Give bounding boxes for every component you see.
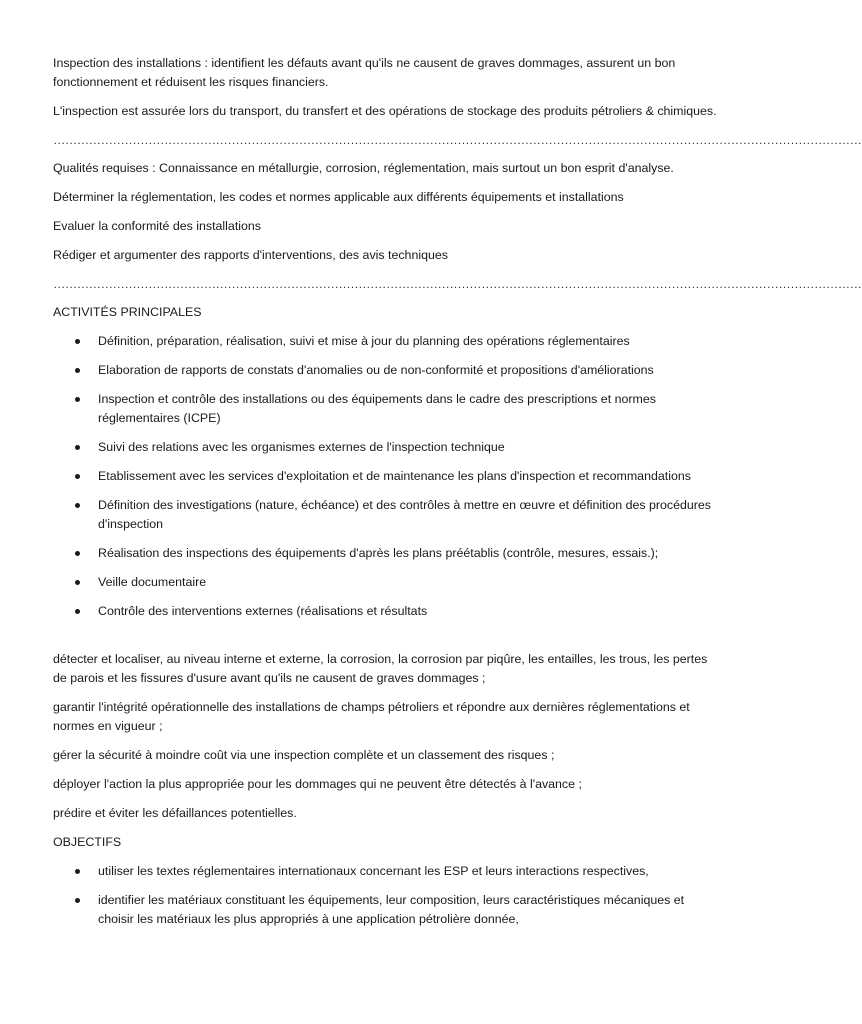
bullet-icon: [75, 898, 80, 903]
list-item-text: Veille documentaire: [98, 575, 207, 589]
intro-paragraph-2: L'inspection est assurée lors du transport, du transfert et des opérations de stockage des produits pétroliers & chimiques.: [53, 104, 717, 118]
bullet-icon: [75, 580, 80, 585]
list-item-text: utiliser les textes réglementaires internationaux concernant les ESP et leurs interactions respectives,: [98, 864, 649, 878]
qualites-paragraph-4: Rédiger et argumenter des rapports d'interventions, des avis techniques: [53, 248, 448, 262]
list-item: [53, 862, 721, 881]
buts-paragraph-1: détecter et localiser, au niveau interne et externe, la corrosion, la corrosion par piqûre, les entailles, les trous, les pertes de parois et les fissures d'usure avant qu'ils ne causent de graves dommages ;: [53, 652, 708, 685]
buts-paragraph-3: gérer la sécurité à moindre coût via une inspection complète et un classement des risques ;: [53, 748, 555, 762]
list-item: [53, 438, 721, 457]
list-item-text: Réalisation des inspections des équipements d'après les plans préétablis (contrôle, mesures, essais.);: [98, 546, 659, 560]
bullet-icon: [75, 474, 80, 479]
list-item: [53, 496, 721, 534]
bullet-icon: [75, 397, 80, 402]
bullet-icon: [75, 368, 80, 373]
list-item-text: Elaboration de rapports de constats d'anomalies ou de non-conformité et propositions d'améliorations: [98, 363, 654, 377]
objectifs-list: [53, 862, 721, 929]
activites-heading: ACTIVITÉS PRINCIPALES: [53, 305, 202, 319]
bullet-icon: [75, 551, 80, 556]
objectifs-heading: OBJECTIFS: [53, 835, 122, 849]
list-item-text: Contrôle des interventions externes (réalisations et résultats: [98, 604, 428, 618]
dotted-separator: ……………………………………………………………………………………………………………………………………………………………………………………: [53, 277, 862, 291]
spacer: [53, 631, 721, 650]
document-body: [53, 54, 862, 939]
bullet-icon: [75, 503, 80, 508]
list-item: [53, 891, 721, 929]
buts-paragraph-5: prédire et éviter les défaillances potentielles.: [53, 806, 297, 820]
list-item: [53, 602, 721, 621]
list-item: [53, 390, 721, 428]
list-item-text: Définition des investigations (nature, échéance) et des contrôles à mettre en œuvre et définition des procédures d'inspection: [98, 498, 711, 531]
qualites-paragraph-1: Qualités requises : Connaissance en métallurgie, corrosion, réglementation, mais surtout un bon esprit d'analyse.: [53, 161, 674, 175]
qualites-paragraph-3: Evaluer la conformité des installations: [53, 219, 261, 233]
list-item-text: Définition, préparation, réalisation, suivi et mise à jour du planning des opérations réglementaires: [98, 334, 630, 348]
buts-paragraph-4: déployer l'action la plus appropriée pour les dommages qui ne peuvent être détectés à l'avance ;: [53, 777, 582, 791]
bullet-icon: [75, 445, 80, 450]
list-item-text: Inspection et contrôle des installations ou des équipements dans le cadre des prescriptions et normes réglementaires (ICPE): [98, 392, 656, 425]
list-item: [53, 544, 721, 563]
list-item-text: identifier les matériaux constituant les équipements, leur composition, leurs caractéristiques mécaniques et choisir les matériaux les plus appropriés à une application pétrolière donnée,: [98, 893, 685, 926]
list-item: [53, 361, 721, 380]
intro-paragraph-1: Inspection des installations : identifient les défauts avant qu'ils ne causent de graves dommages, assurent un bon fonctionnement et réduisent les risques financiers.: [53, 56, 676, 89]
list-item: [53, 332, 721, 351]
qualites-paragraph-2: Déterminer la réglementation, les codes et normes applicable aux différents équipements et installations: [53, 190, 624, 204]
list-item: [53, 467, 721, 486]
list-item-text: Etablissement avec les services d'exploitation et de maintenance les plans d'inspection et recommandations: [98, 469, 691, 483]
bullet-icon: [75, 609, 80, 614]
dotted-separator: ……………………………………………………………………………………………………………………………………………………………………………………: [53, 133, 862, 147]
buts-paragraph-2: garantir l'intégrité opérationnelle des installations de champs pétroliers et répondre aux dernières réglementations et normes en vigueur ;: [53, 700, 690, 733]
list-item: [53, 573, 721, 592]
bullet-icon: [75, 339, 80, 344]
activites-list: [53, 332, 721, 621]
bullet-icon: [75, 869, 80, 874]
list-item-text: Suivi des relations avec les organismes externes de l'inspection technique: [98, 440, 505, 454]
